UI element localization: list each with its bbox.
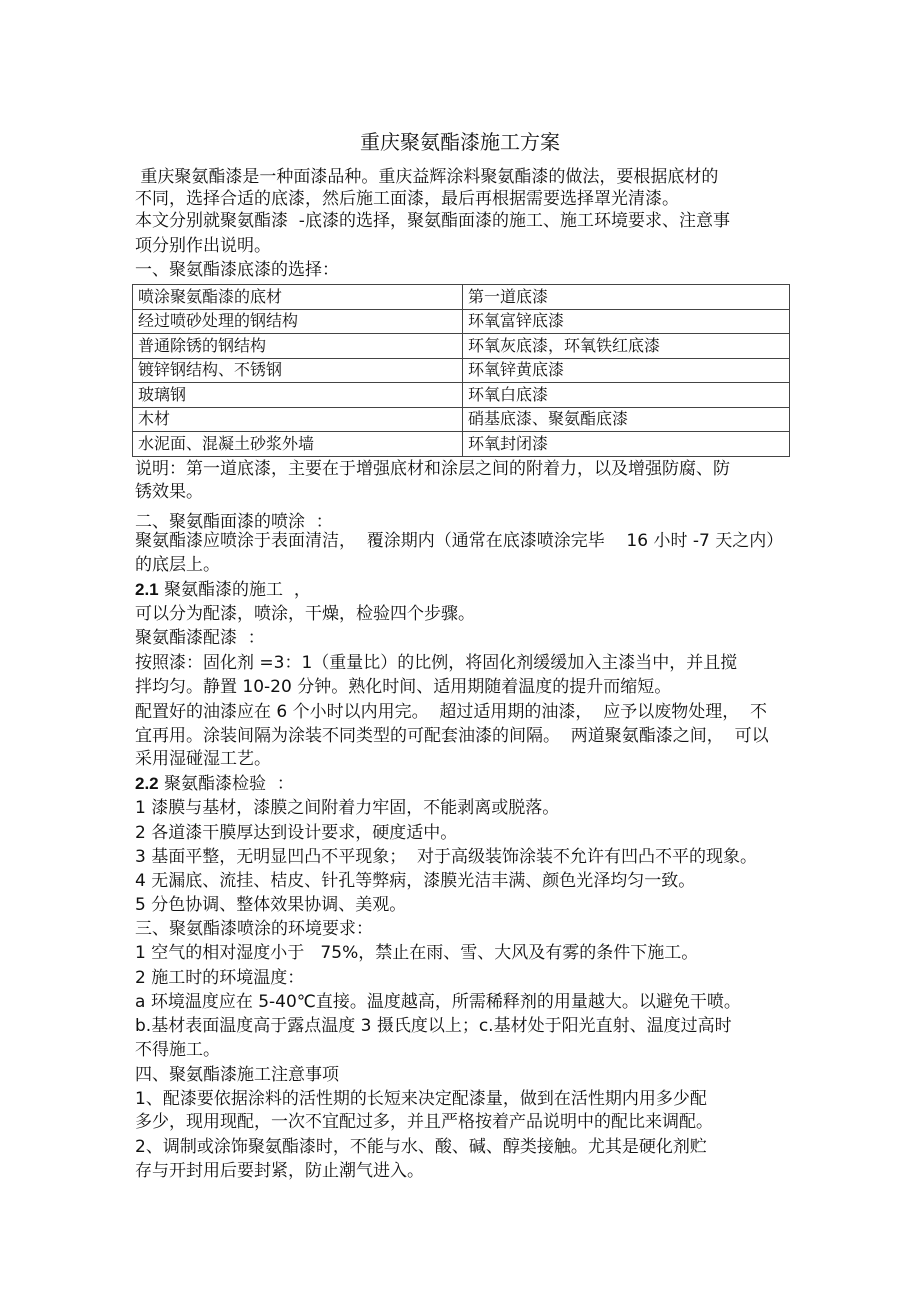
table-row (133, 358, 790, 383)
table-cell: 普通除锈的钢结构 (133, 334, 463, 359)
section-heading: 四、聚氨酯漆施工注意事项 (135, 1065, 339, 1085)
body-line: 聚氨酯漆应喷涂于表面清洁， 覆涂期内（通常在底漆喷涂完毕 16 小时 -7 天之内） (135, 531, 784, 551)
table-header: 第一道底漆 (463, 285, 790, 310)
body-line: 2 施工时的环境温度： (135, 968, 305, 988)
subheading (135, 580, 311, 600)
body-line: 可以分为配漆，喷涂，干燥，检验四个步骤。 (135, 604, 475, 624)
table-row (133, 334, 790, 359)
body-line: 2 各道漆干膜厚达到设计要求，硬度适中。 (135, 823, 458, 843)
body-line: 4 无漏底、流挂、桔皮、针孔等弊病，漆膜光洁丰满、颜色光泽均匀一致。 (135, 871, 696, 891)
subheading-number: 2.1 (135, 580, 159, 599)
intro-line: 不同，选择合适的底漆，然后施工面漆，最后再根据需要选择罩光清漆。 (135, 189, 679, 209)
table-cell: 环氧锌黄底漆 (463, 358, 790, 383)
body-line: 拌均匀。静置 10-20 分钟。熟化时间、适用期随着温度的提升而缩短。 (135, 677, 672, 697)
body-line: 1 漆膜与基材，漆膜之间附着力牢固，不能剥离或脱落。 (135, 798, 560, 818)
table-cell: 环氧白底漆 (463, 383, 790, 408)
intro-line: 本文分别就聚氨酯漆 -底漆的选择，聚氨酯面漆的施工、施工环境要求、注意事 (135, 211, 730, 231)
body-line: 2、调制或涂饰聚氨酯漆时，不能与水、酸、碱、醇类接触。尤其是硬化剂贮 (135, 1137, 707, 1157)
table-row (133, 432, 790, 457)
table-row (133, 309, 790, 334)
body-line: 聚氨酯漆配漆 ： (135, 628, 265, 648)
section-heading: 一、聚氨酯漆底漆的选择： (135, 260, 339, 280)
subheading-title: 聚氨酯漆检验 ： (158, 774, 294, 794)
subheading-title: 聚氨酯漆的施工 ， (158, 580, 311, 600)
table-row (133, 383, 790, 408)
table-cell: 环氧封闭漆 (463, 432, 790, 457)
section-heading: 三、聚氨酯漆喷涂的环境要求： (135, 919, 373, 939)
body-line: 配置好的油漆应在 6 个小时以内用完。 超过适用期的油漆， 应予以废物处理， 不 (135, 702, 768, 722)
table-cell: 镀锌钢结构、不锈钢 (133, 358, 463, 383)
body-line: 存与开封用后要封紧，防止潮气进入。 (135, 1161, 424, 1181)
table-cell: 水泥面、混凝土砂浆外墙 (133, 432, 463, 457)
body-line: 采用湿碰湿工艺。 (135, 749, 271, 769)
note-line: 说明：第一道底漆，主要在于增强底材和涂层之间的附着力，以及增强防腐、防 (135, 459, 730, 479)
body-line: 3 基面平整，无明显凹凸不平现象； 对于高级装饰涂装不允许有凹凸不平的现象。 (135, 847, 758, 867)
primer-table (132, 284, 790, 457)
table-cell: 硝基底漆、聚氨酯底漆 (463, 407, 790, 432)
body-line: b.基材表面温度高于露点温度 3 摄氏度以上；c.基材处于阳光直射、温度过高时 (135, 1016, 732, 1036)
subheading (135, 774, 294, 794)
body-line: a 环境温度应在 5-40℃直接。温度越高，所需稀释剂的用量越大。以避免干喷。 (135, 992, 741, 1012)
intro-line: 项分别作出说明。 (135, 236, 271, 256)
document-title: 重庆聚氨酯漆施工方案 (360, 130, 560, 154)
body-line: 不得施工。 (135, 1040, 220, 1060)
section-heading: 二、聚氨酯面漆的喷涂 ： (135, 512, 333, 532)
table-cell: 环氧富锌底漆 (463, 309, 790, 334)
table-cell: 经过喷砂处理的钢结构 (133, 309, 463, 334)
table-cell: 环氧灰底漆，环氧铁红底漆 (463, 334, 790, 359)
table-header-row (133, 285, 790, 310)
body-line: 5 分色协调、整体效果协调、美观。 (135, 895, 407, 915)
body-line: 宜再用。涂装间隔为涂装不同类型的可配套油漆的间隔。 两道聚氨酯漆之间， 可以 (135, 726, 769, 746)
intro-line: 重庆聚氨酯漆是一种面漆品种。重庆益辉涂料聚氨酯漆的做法，要根据底材的 (135, 167, 719, 187)
table-cell: 玻璃钢 (133, 383, 463, 408)
note-line: 锈效果。 (135, 482, 203, 502)
body-line: 1 空气的相对湿度小于 75%，禁止在雨、雪、大风及有雾的条件下施工。 (135, 943, 699, 963)
subheading-number: 2.2 (135, 774, 159, 793)
table-header: 喷涂聚氨酯漆的底材 (133, 285, 463, 310)
body-line: 的底层上。 (135, 555, 220, 575)
table-cell: 木材 (133, 407, 463, 432)
body-line: 按照漆：固化剂 =3：1（重量比）的比例，将固化剂缓缓加入主漆当中，并且搅 (135, 653, 738, 673)
body-line: 多少，现用现配，一次不宜配过多，并且严格按着产品说明中的配比来调配。 (135, 1112, 713, 1132)
body-line: 1、配漆要依据涂料的活性期的长短来决定配漆量，做到在活性期内用多少配 (135, 1089, 707, 1109)
table-row (133, 407, 790, 432)
